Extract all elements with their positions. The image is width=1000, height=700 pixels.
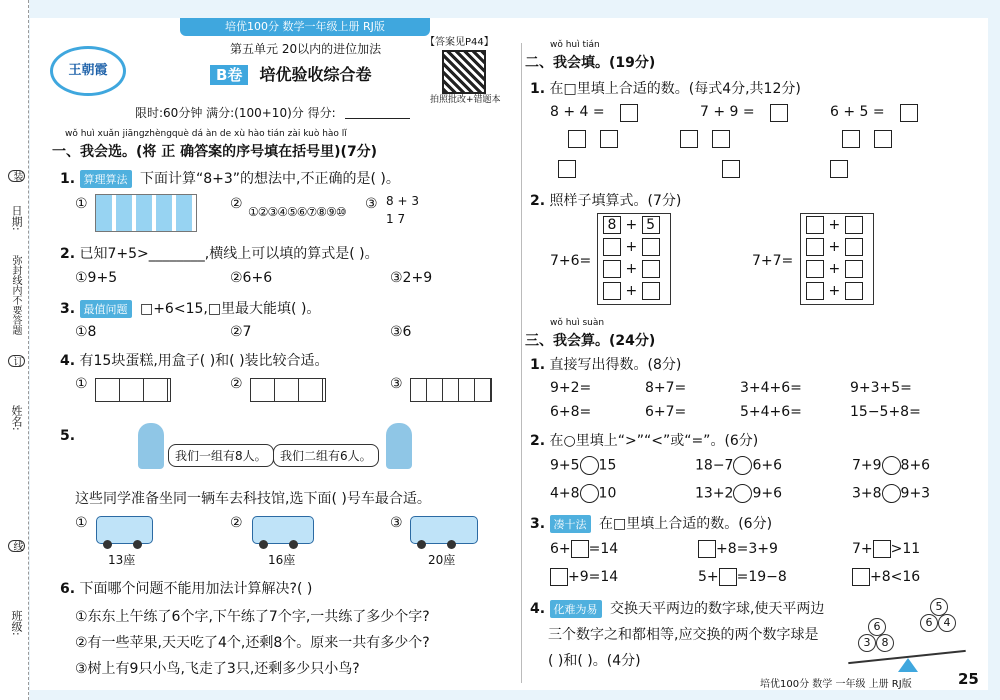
plus-sign: + — [828, 261, 841, 277]
box-2x3-picture — [95, 378, 171, 402]
sec1-pinyin: wǒ huì xuǎn jiāngzhèngquè dá àn de xù hào tián zài kuò hào lǐ — [65, 129, 347, 139]
q6-option-1[interactable]: ①东东上午练了6个字,下午练了7个字,一共练了多少个字? — [75, 609, 430, 625]
s2q1-answer-box-1[interactable] — [620, 104, 638, 122]
q1-option-1[interactable]: ① — [75, 196, 88, 212]
plus-sign: + — [625, 239, 638, 255]
s3q3-text: 在□里填上合适的数。(6分) — [598, 516, 773, 532]
compare-right: 9+3 — [900, 485, 931, 502]
fill-right: +9=14 — [568, 569, 619, 585]
date-label: 日期: — [10, 205, 23, 231]
seal-mark-3: 线 — [8, 540, 25, 552]
compare-circle[interactable] — [733, 456, 752, 475]
qr-caption: 拍照批改+错题本 — [430, 95, 501, 105]
compare-circle[interactable] — [733, 484, 752, 503]
column-divider — [521, 43, 522, 683]
girl-figure — [386, 423, 412, 469]
q4-num: 4. — [60, 353, 76, 369]
speech-bubble-group2: 我们二组有6人。 — [273, 444, 379, 467]
s3q1-num: 1. — [530, 357, 546, 373]
s2q1-sum-box-2[interactable] — [722, 160, 740, 178]
unit-title: 第五单元 20以内的进位加法 — [230, 42, 382, 56]
s3q2-text: 在○里填上“>”“<”或“=”。(6分) — [549, 433, 759, 449]
s2q1-answer-box-2[interactable] — [770, 104, 788, 122]
s3q1-item[interactable]: 9+3+5= — [850, 380, 912, 396]
footer-text: 培优100分 数学 一年级 上册 RJ版 — [760, 679, 912, 690]
bus-20-icon — [410, 516, 478, 544]
compare-left: 3+8 — [852, 485, 882, 502]
right-ball[interactable]: 5 — [930, 598, 948, 616]
s2q2-example-a: 8 — [603, 216, 621, 234]
q3-num: 3. — [60, 301, 76, 317]
compare-right: 9+6 — [752, 485, 782, 502]
sec1-title: 一、我会选。(将 正 确答案的序号填在括号里)(7分) — [52, 144, 378, 160]
bus-13-caption: 13座 — [108, 553, 136, 567]
right-ball[interactable]: 6 — [920, 614, 938, 632]
s2q2-example-b: 5 — [642, 216, 660, 234]
fill-left: 6+ — [550, 541, 571, 557]
q1-split-bottom: 1 7 — [386, 212, 406, 226]
s2q2-right-box[interactable] — [806, 282, 824, 300]
s2q1-text: 在□里填上合适的数。(每式4分,共12分) — [549, 81, 801, 97]
s2q2-left-box[interactable] — [603, 282, 621, 300]
s2q2-right-box[interactable] — [806, 216, 824, 234]
s3q4-text: 交换天平两边的数字球,使天平两边 — [609, 601, 825, 617]
q6-text: 下面哪个问题不能用加法计算解决?( ) — [79, 581, 313, 597]
s3q3-num: 3. — [530, 516, 546, 532]
plus-sign: + — [828, 239, 841, 255]
s2q1-expr-1: 8 + 4 = — [550, 104, 605, 120]
q3-tag: 最值问题 — [80, 300, 132, 318]
q2-option-2[interactable]: ②6+6 — [230, 270, 273, 286]
fill-box[interactable] — [852, 568, 870, 586]
compare-left: 4+8 — [550, 485, 580, 502]
s2q1-sum-box-3[interactable] — [830, 160, 848, 178]
seal-mark-1: 装 — [8, 170, 25, 182]
sec3-pinyin: wǒ huì suàn — [550, 318, 605, 328]
compare-right: 15 — [598, 457, 617, 474]
s3q2-num: 2. — [530, 433, 546, 449]
plus-sign: + — [828, 217, 841, 233]
q3-option-3[interactable]: ③6 — [390, 324, 412, 340]
left-ball[interactable]: 6 — [868, 618, 886, 636]
q2-num: 2. — [60, 246, 76, 262]
s2q2-left-expr: 7+6= — [550, 253, 592, 269]
s2q2-left-box[interactable] — [642, 260, 660, 278]
notice-label: 弥封线内不要答题 — [10, 255, 21, 335]
boy-figure — [138, 423, 164, 469]
paper-title: 培优验收综合卷 — [259, 65, 372, 84]
balance-pivot — [898, 658, 918, 672]
s2q2-right-box[interactable] — [806, 238, 824, 256]
compare-circle[interactable] — [580, 484, 599, 503]
s2q2-right-box[interactable] — [845, 216, 863, 234]
fill-box[interactable] — [719, 568, 737, 586]
s2q1-answer-box-3[interactable] — [900, 104, 918, 122]
s2q2-text: 照样子填算式。(7分) — [549, 193, 682, 209]
left-ball[interactable]: 8 — [876, 634, 894, 652]
s2q1-split-box-2b[interactable] — [712, 130, 730, 148]
s2q1-split-box-3a[interactable] — [842, 130, 860, 148]
q6-option-3[interactable]: ③树上有9只小鸟,飞走了3只,还剩多少只小鸟? — [75, 661, 360, 677]
s3q4-num: 4. — [530, 601, 546, 617]
page-number: 25 — [958, 670, 979, 688]
fill-right: =14 — [588, 541, 619, 557]
s2q1-split-box-3b[interactable] — [874, 130, 892, 148]
q5-option-3[interactable]: ③ — [390, 515, 403, 531]
fill-right: >11 — [890, 541, 921, 557]
score-blank[interactable] — [345, 118, 410, 119]
q1-tag: 算理算法 — [80, 170, 132, 188]
plus-sign: + — [625, 217, 638, 233]
left-ball[interactable]: 3 — [858, 634, 876, 652]
compare-circle[interactable] — [580, 456, 599, 475]
fill-box[interactable] — [873, 540, 891, 558]
s3q4-tag: 化难为易 — [550, 600, 602, 618]
q3-text: □+6<15,□里最大能填( )。 — [139, 301, 321, 317]
s2q2-left-box[interactable] — [642, 238, 660, 256]
s2q2-right-expr: 7+7= — [752, 253, 794, 269]
s3q1-item[interactable]: 6+8= — [550, 404, 592, 420]
worksheet-page — [30, 18, 988, 690]
q3-option-2[interactable]: ②7 — [230, 324, 252, 340]
qr-code-icon[interactable] — [442, 50, 486, 94]
bus-16-icon — [252, 516, 314, 544]
seal-mark-2: 订 — [8, 355, 25, 367]
s3q1-item[interactable]: 15−5+8= — [850, 404, 921, 420]
s2q2-left-box[interactable] — [603, 238, 621, 256]
binding-strip — [0, 0, 29, 700]
fill-left: 5+ — [698, 569, 719, 585]
fill-right: +8<16 — [870, 569, 921, 585]
q1-caterpillar: ①②③④⑤⑥⑦⑧⑨⑩ — [248, 205, 346, 219]
s3q1-item[interactable]: 5+4+6= — [740, 404, 802, 420]
class-label: 班级: — [10, 610, 23, 636]
q1-cube-picture — [95, 194, 197, 232]
s3q1-item[interactable]: 8+7= — [645, 380, 687, 396]
q1-num: 1. — [60, 171, 76, 187]
q1-option-2[interactable]: ② — [230, 196, 243, 212]
q4-option-1[interactable]: ① — [75, 376, 88, 392]
exam-meta: 限时:60分钟 满分:(100+10)分 得分: — [135, 106, 336, 120]
fill-left: 7+ — [852, 541, 873, 557]
q1-text: 下面计算“8+3”的想法中,不正确的是( )。 — [139, 171, 400, 187]
q1-option-3[interactable]: ③ — [365, 196, 378, 212]
paper-badge: B卷 — [210, 65, 248, 85]
q2-text: 已知7+5>________,横线上可以填的算式是( )。 — [79, 246, 379, 262]
s2q2-left-box[interactable] — [603, 260, 621, 278]
compare-right: 10 — [598, 485, 617, 502]
s2q2-num: 2. — [530, 193, 546, 209]
q5-option-2[interactable]: ② — [230, 515, 243, 531]
box-2x5-picture — [410, 378, 492, 402]
q4-option-3[interactable]: ③ — [390, 376, 403, 392]
sec2-title: 二、我会填。(19分) — [525, 55, 656, 71]
fill-box[interactable] — [550, 568, 568, 586]
answer-reference: 【答案见P44】 — [425, 37, 494, 48]
right-ball[interactable]: 4 — [938, 614, 956, 632]
s2q1-split-box-1b[interactable] — [600, 130, 618, 148]
q1-split-top: 8 + 3 — [386, 194, 419, 208]
s2q1-split-box-1a[interactable] — [568, 130, 586, 148]
top-banner: 培优100分 数学一年级上册 RJ版 — [180, 18, 430, 36]
bus-20-caption: 20座 — [428, 553, 456, 567]
s2q1-expr-3: 6 + 5 = — [830, 104, 885, 120]
q2-option-3[interactable]: ③2+9 — [390, 270, 433, 286]
compare-left: 9+5 — [550, 457, 580, 474]
compare-circle[interactable] — [882, 456, 901, 475]
q3-option-1[interactable]: ①8 — [75, 324, 97, 340]
plus-sign: + — [625, 283, 638, 299]
publisher-logo: 王朝霞 — [50, 46, 126, 96]
fill-right: +8=3+9 — [716, 541, 778, 557]
q6-num: 6. — [60, 581, 76, 597]
s2q2-right-box[interactable] — [845, 282, 863, 300]
s2q1-expr-2: 7 + 9 = — [700, 104, 755, 120]
q5-num: 5. — [60, 428, 76, 444]
bus-16-caption: 16座 — [268, 553, 296, 567]
compare-right: 8+6 — [900, 457, 931, 474]
s3q1-item[interactable]: 9+2= — [550, 380, 592, 396]
compare-left: 7+9 — [852, 457, 882, 474]
name-label: 姓名: — [10, 405, 23, 431]
s3q3-tag: 凑十法 — [550, 515, 591, 533]
compare-right: 6+6 — [752, 457, 782, 474]
s2q2-right-box[interactable] — [806, 260, 824, 278]
fill-box[interactable] — [698, 540, 716, 558]
s2q1-split-box-2a[interactable] — [680, 130, 698, 148]
fill-box[interactable] — [571, 540, 589, 558]
box-2x2-picture — [250, 378, 326, 402]
compare-circle[interactable] — [882, 484, 901, 503]
compare-left: 18−7 — [695, 457, 734, 474]
s3q1-item[interactable]: 6+7= — [645, 404, 687, 420]
bus-13-icon — [96, 516, 153, 544]
q4-option-2[interactable]: ② — [230, 376, 243, 392]
s3q1-item[interactable]: 3+4+6= — [740, 380, 802, 396]
q4-text: 有15块蛋糕,用盒子( )和( )装比较合适。 — [79, 353, 329, 369]
s2q2-left-box[interactable] — [642, 282, 660, 300]
sec3-title: 三、我会算。(24分) — [525, 333, 656, 349]
fill-right: =19−8 — [736, 569, 787, 585]
q5-option-1[interactable]: ① — [75, 515, 88, 531]
q5-text: 这些同学准备坐同一辆车去科技馆,选下面( )号车最合适。 — [75, 491, 431, 507]
q2-option-1[interactable]: ①9+5 — [75, 270, 118, 286]
s3q4-text-2: 三个数字之和都相等,应交换的两个数字球是 — [548, 627, 819, 643]
speech-bubble-group1: 我们一组有8人。 — [168, 444, 274, 467]
plus-sign: + — [625, 261, 638, 277]
compare-left: 13+2 — [695, 485, 734, 502]
sec2-pinyin: wǒ huì tián — [550, 40, 600, 50]
s3q4-text-3: ( )和( )。(4分) — [548, 653, 641, 669]
s2q2-right-box[interactable] — [845, 260, 863, 278]
s2q2-right-box[interactable] — [845, 238, 863, 256]
s2q1-sum-box-1[interactable] — [558, 160, 576, 178]
q6-option-2[interactable]: ②有一些苹果,天天吃了4个,还剩8个。原来一共有多少个? — [75, 635, 430, 651]
plus-sign: + — [828, 283, 841, 299]
s3q1-text: 直接写出得数。(8分) — [549, 357, 682, 373]
s2q1-num: 1. — [530, 81, 546, 97]
